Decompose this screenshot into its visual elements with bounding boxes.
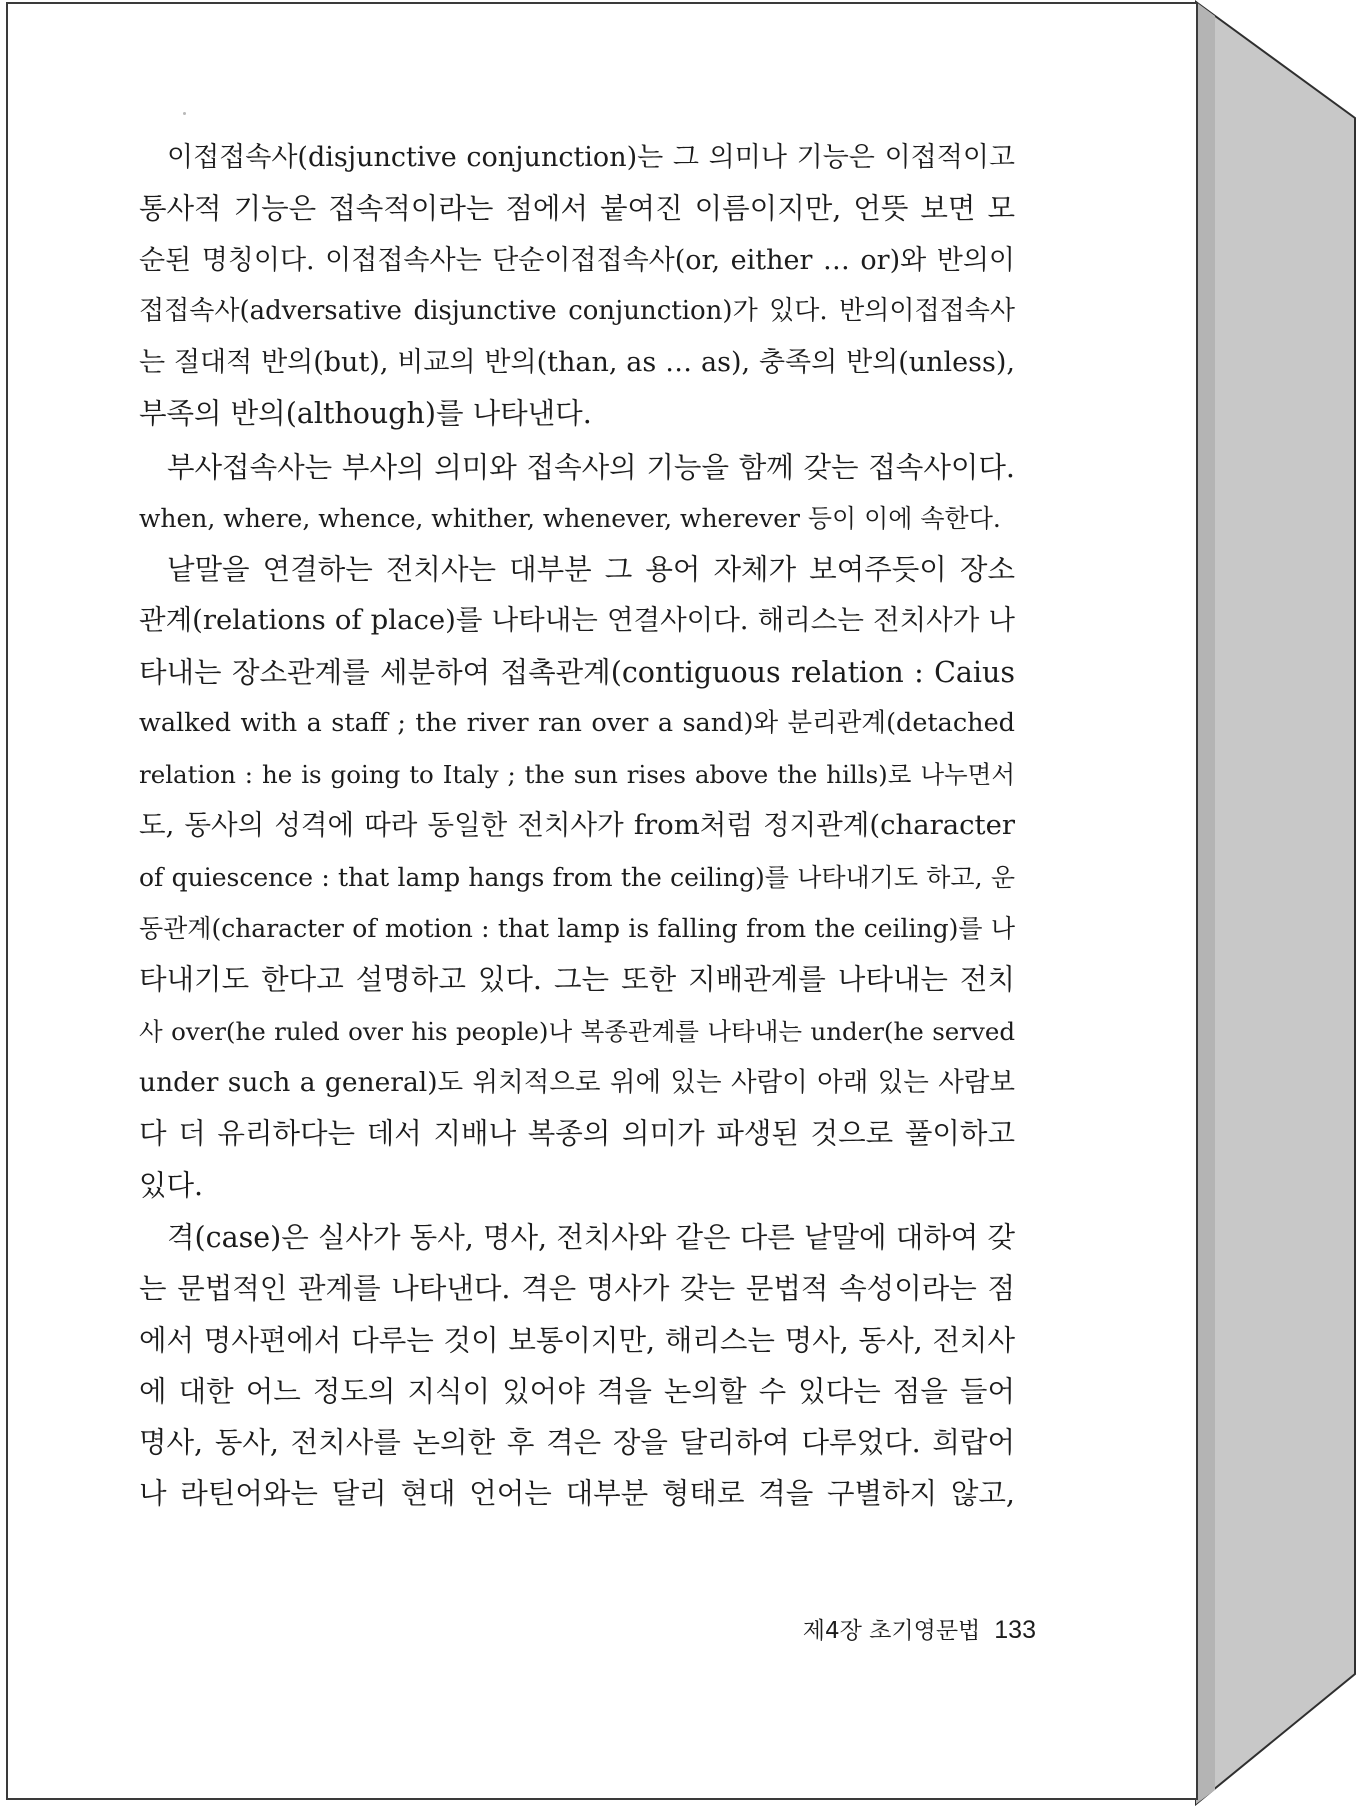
text-line: 동관계(character of motion : that lamp is falling from the ceiling)를 나 [139,914,1015,944]
book-side-shadow [1196,2,1215,1804]
text-line: 통사적 기능은 접속적이라는 점에서 붙여진 이름이지만, 언뜻 보면 모 [139,192,1015,226]
text-line: 부족의 반의(although)를 나타낸다. [139,397,592,431]
text-line: 관계(relations of place)를 나타내는 연결사이다. 해리스는 전치사가 나 [139,604,1015,637]
book-page [6,2,1198,1800]
text-line: 타내는 장소관계를 세분하여 접촉관계(contiguous relation : Caius [139,655,1015,689]
text-line: walked with a staff ; the river ran over a sand)와 분리관계(detached [139,707,1015,738]
text-line: 다 더 유리하다는 데서 지배나 복종의 의미가 파생된 것으로 풀이하고 [139,1117,1015,1151]
text-line: 도, 동사의 성격에 따라 동일한 전치사가 from처럼 정지관계(character [139,809,1015,842]
text-line: 사 over(he ruled over his people)나 복종관계를 나타내는 under(he served [139,1016,1015,1046]
text-line: 에서 명사편에서 다루는 것이 보통이지만, 해리스는 명사, 동사, 전치사 [139,1323,1015,1357]
text-line: 에 대한 어느 정도의 지식이 있어야 격을 논의할 수 있다는 점을 들어 [139,1374,1015,1408]
text-line: 타내기도 한다고 설명하고 있다. 그는 또한 지배관계를 나타내는 전치 [139,963,1015,997]
text-line: of quiescence : that lamp hangs from the ceiling)를 나타내기도 하고, 운 [139,862,1015,892]
page-number: 133 [994,1616,1036,1644]
text-line: 격(case)은 실사가 동사, 명사, 전치사와 같은 다른 낱말에 대하여 갖 [167,1221,1015,1254]
text-line: 낱말을 연결하는 전치사는 대부분 그 용어 자체가 보여주듯이 장소 [167,553,1015,586]
text-line: under such a general)도 위치적으로 위에 있는 사람이 아래 있는 사람보 [139,1066,1015,1098]
text-line: 명사, 동사, 전치사를 논의한 후 격은 장을 달리하여 다루었다. 희랍어 [139,1426,1015,1460]
text-line: 이접접속사(disjunctive conjunction)는 그 의미나 기능은 이접적이고 [167,142,1015,173]
text-line: when, where, whence, whither, whenever, wherever 등이 이에 속한다. [139,504,1001,534]
book-side-face [1196,2,1355,1804]
text-line: 접접속사(adversative disjunctive conjunction)가 있다. 반의이접접속사 [139,295,1015,326]
text-line: 나 라틴어와는 달리 현대 언어는 대부분 형태로 격을 구별하지 않고, [139,1477,1015,1511]
paragraph-prepositions [139,544,1015,1211]
text-line: 는 문법적인 관계를 나타낸다. 격은 명사가 갖는 문법적 속성이라는 점 [139,1272,1015,1306]
page-speck [183,112,186,115]
paragraph-adverbial-conjunction [139,442,1015,545]
text-line: 부사접속사는 부사의 의미와 접속사의 기능을 함께 갖는 접속사이다. [167,451,1015,484]
text-line: 는 절대적 반의(but), 비교의 반의(than, as … as), 충족의 반의(unless), [139,347,1015,379]
page-footer [736,1610,1036,1650]
chapter-title: 제4장 초기영문법 [802,1618,981,1644]
text-line: 있다. [139,1168,204,1202]
text-line: relation : he is going to Italy ; the sun rises above the hills)로 나누면서 [139,760,1015,790]
paragraph-case [139,1212,1015,1520]
text-line: 순된 명칭이다. 이접접속사는 단순이접접속사(or, either … or)와 반의이 [139,244,1015,276]
paragraph-disjunctive-conjunction [139,132,1015,440]
